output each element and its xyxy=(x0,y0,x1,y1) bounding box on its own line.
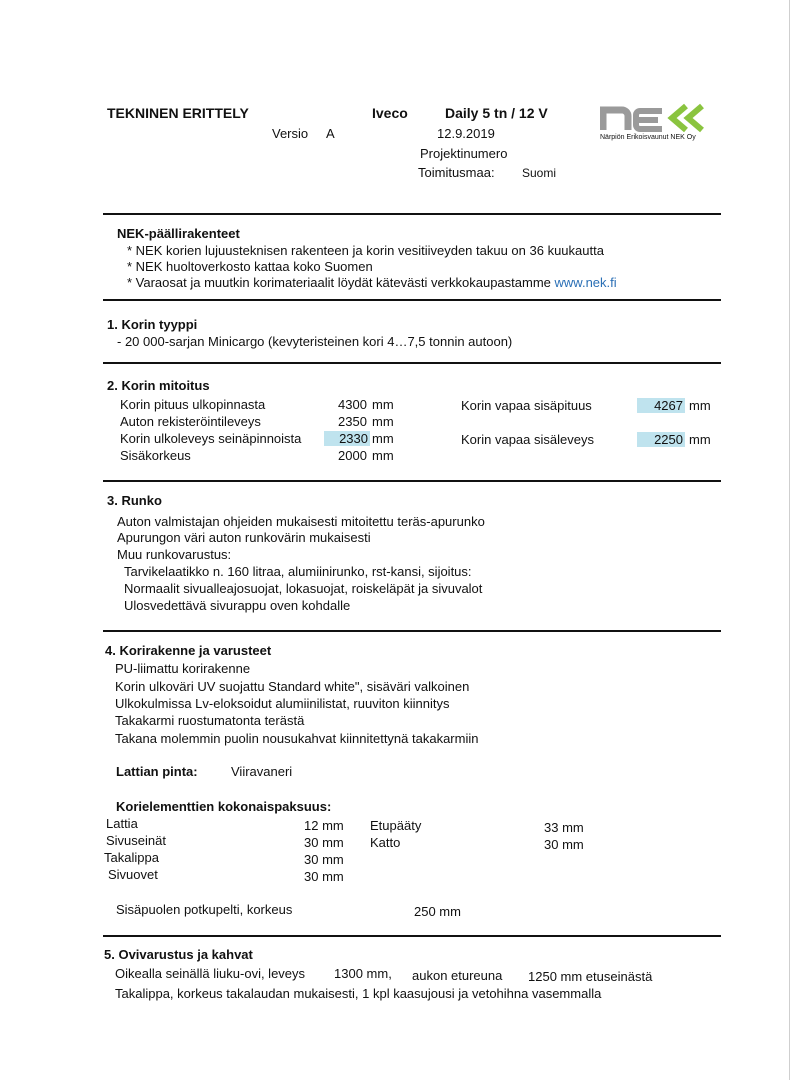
dim-value-highlighted: 4267 xyxy=(637,398,685,413)
thickness-label: Etupääty xyxy=(370,818,422,833)
body-line: Takakarmi ruostumatonta terästä xyxy=(115,713,305,728)
dim-value-highlighted: 2250 xyxy=(637,432,685,447)
kick-plate-label: Sisäpuolen potkupelti, korkeus xyxy=(116,902,293,917)
frame-line: Apurungon väri auton runkovärin mukaisesti xyxy=(117,530,371,545)
project-label: Projektinumero xyxy=(420,146,508,161)
dim-unit: mm xyxy=(689,398,711,413)
body-line: Takana molemmin puolin nousukahvat kiinnitettynä takakarmiin xyxy=(115,731,479,746)
frame-line: Auton valmistajan ohjeiden mukaisesti mitoitettu teräs-apurunko xyxy=(117,514,485,529)
door-position: 1250 mm etuseinästä xyxy=(528,969,653,984)
frame-line: Tarvikelaatikko n. 160 litraa, alumiinirunko, rst-kansi, sijoitus: xyxy=(124,564,472,579)
dim-value: 2000 xyxy=(338,448,367,463)
thickness-label: Lattia xyxy=(106,816,138,831)
dim-label: Korin vapaa sisäleveys xyxy=(461,432,594,447)
dim-label: Korin ulkoleveys seinäpinnoista xyxy=(120,431,302,446)
dim-unit: mm xyxy=(372,431,394,446)
advantage-text: * Varaosat ja muutkin korimateriaalit löydät kätevästi verkkokaupastamme xyxy=(127,275,551,290)
version-label: Versio xyxy=(272,126,309,141)
logo-subtitle: Närpiön Erikoisvaunut NEK Oy xyxy=(600,134,696,141)
doc-title: TEKNINEN ERITTELY xyxy=(107,105,249,121)
section-title: 3. Runko xyxy=(107,493,162,508)
thickness-value: 30 mm xyxy=(304,852,344,867)
thickness-value: 12 mm xyxy=(304,818,344,833)
kick-plate-value: 250 mm xyxy=(414,904,461,919)
body-type: - 20 000-sarjan Minicargo (kevyteristeinen kori 4…7,5 tonnin autoon) xyxy=(117,334,513,349)
door-text: aukon etureuna xyxy=(412,968,503,983)
frame-line: Ulosvedettävä sivurappu oven kohdalle xyxy=(124,598,351,613)
advantage-line: * NEK korien lujuusteknisen rakenteen ja korin vesitiiveyden takuu on 36 kuukautta xyxy=(127,243,604,258)
thickness-label: Sivuovet xyxy=(108,867,158,882)
section-title: 5. Ovivarustus ja kahvat xyxy=(104,947,253,962)
body-line: PU-liimattu korirakenne xyxy=(115,661,251,676)
version-value: A xyxy=(326,126,335,141)
dim-value: 4300 xyxy=(338,397,367,412)
country-value: Suomi xyxy=(522,166,557,180)
thickness-value: 33 mm xyxy=(544,820,584,835)
dim-unit: mm xyxy=(372,414,394,429)
website-link[interactable]: www.nek.fi xyxy=(554,275,617,290)
section-divider xyxy=(103,480,721,482)
frame-line: Muu runkovarustus: xyxy=(117,547,232,562)
dim-unit: mm xyxy=(689,432,711,447)
frame-line: Normaalit sivualleajosuojat, lokasuojat, roiskeläpät ja sivuvalot xyxy=(124,581,483,596)
date: 12.9.2019 xyxy=(437,126,495,141)
advantage-line: * NEK huoltoverkosto kattaa koko Suomen xyxy=(127,259,373,274)
thickness-label: Sivuseinät xyxy=(106,833,166,848)
dim-value-highlighted: 2330 xyxy=(324,431,370,446)
dim-label: Sisäkorkeus xyxy=(120,448,191,463)
thickness-value: 30 mm xyxy=(304,869,344,884)
model: Daily 5 tn / 12 V xyxy=(445,105,548,121)
dim-label: Auton rekisteröintileveys xyxy=(120,414,261,429)
section-title: 2. Korin mitoitus xyxy=(107,378,210,393)
section-divider xyxy=(103,362,721,364)
dim-unit: mm xyxy=(372,397,394,412)
thickness-label: Takalippa xyxy=(104,850,159,865)
door-width: 1300 mm, xyxy=(334,966,392,981)
dim-label: Korin vapaa sisäpituus xyxy=(461,398,592,413)
thickness-label: Katto xyxy=(370,835,401,850)
dim-unit: mm xyxy=(372,448,394,463)
thickness-title: Korielementtien kokonaispaksuus: xyxy=(116,799,332,814)
brand: Iveco xyxy=(372,105,408,121)
floor-value: Viiravaneri xyxy=(231,764,293,779)
section-divider xyxy=(103,935,721,937)
advantage-line xyxy=(127,275,617,290)
dim-value: 2350 xyxy=(338,414,367,429)
country-label: Toimitusmaa: xyxy=(418,165,495,180)
section-divider xyxy=(103,630,721,632)
dim-label: Korin pituus ulkopinnasta xyxy=(120,397,266,412)
section-title: 1. Korin tyyppi xyxy=(107,317,198,332)
body-line: Ulkokulmissa Lv-eloksoidut alumiinilistat, ruuviton kiinnitys xyxy=(115,696,450,711)
thickness-value: 30 mm xyxy=(544,837,584,852)
section-divider xyxy=(103,299,721,301)
section-title: 4. Korirakenne ja varusteet xyxy=(105,643,272,658)
door-text: Oikealla seinällä liuku-ovi, leveys xyxy=(115,966,306,981)
body-line: Korin ulkoväri UV suojattu Standard white", sisäväri valkoinen xyxy=(115,679,470,694)
section-divider xyxy=(103,213,721,215)
thickness-value: 30 mm xyxy=(304,835,344,850)
floor-label: Lattian pinta: xyxy=(116,764,198,779)
advantages-title: NEK-päällirakenteet xyxy=(117,226,240,241)
door-text: Takalippa, korkeus takalaudan mukaisesti, 1 kpl kaasujousi ja vetohihna vasemmalla xyxy=(115,986,602,1001)
